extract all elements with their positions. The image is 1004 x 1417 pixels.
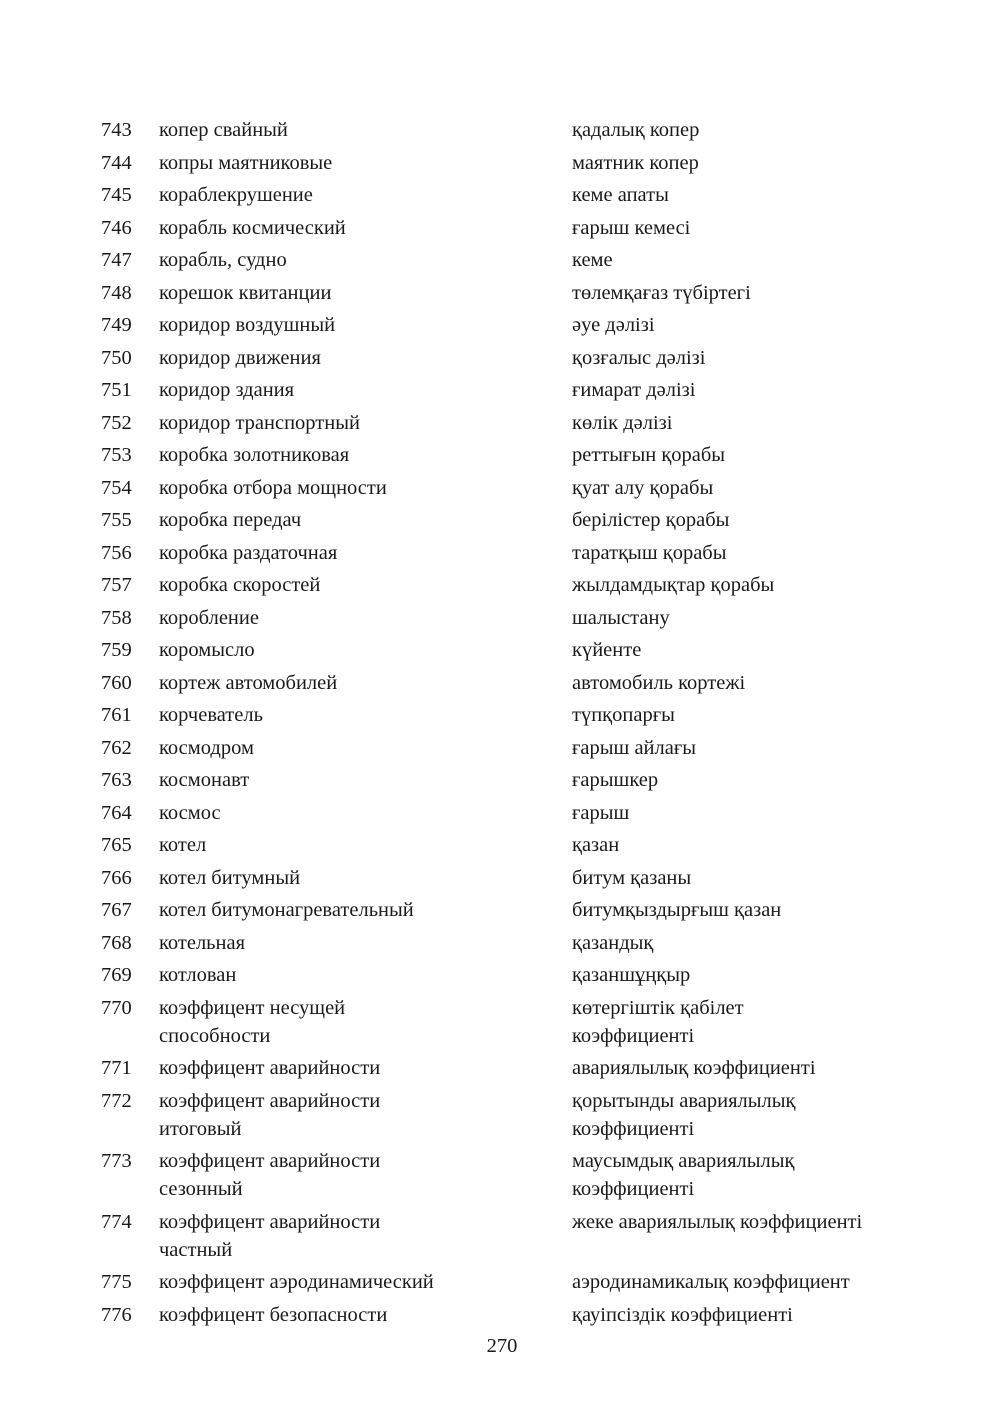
dictionary-entry bbox=[0, 929, 1004, 962]
kazakh-term: ғарыш кемесі bbox=[572, 216, 691, 239]
kazakh-term: күйенте bbox=[572, 639, 642, 661]
russian-term: кораблекрушение bbox=[159, 184, 313, 206]
dictionary-entry bbox=[0, 701, 1004, 734]
dictionary-entry bbox=[0, 1087, 1004, 1148]
russian-term: коробление bbox=[159, 606, 259, 629]
dictionary-entry bbox=[0, 214, 1004, 247]
entry-number: 765 bbox=[101, 834, 132, 856]
dictionary-entry bbox=[0, 376, 1004, 409]
russian-term: коэффицент аварийности сезонный bbox=[159, 1150, 381, 1200]
kazakh-term: автомобиль кортежі bbox=[572, 671, 746, 694]
entry-number: 763 bbox=[101, 769, 132, 791]
dictionary-entry bbox=[0, 441, 1004, 474]
dictionary-entry bbox=[0, 734, 1004, 767]
entry-number: 774 bbox=[101, 1210, 132, 1233]
dictionary-entry bbox=[0, 181, 1004, 214]
entry-number: 761 bbox=[101, 704, 132, 726]
russian-term: коэффицент аварийности bbox=[159, 1057, 381, 1079]
dictionary-entry bbox=[0, 1301, 1004, 1334]
entry-number: 751 bbox=[101, 379, 132, 401]
russian-term: котел битумный bbox=[159, 866, 301, 889]
russian-term: корабль космический bbox=[159, 216, 346, 239]
entry-number: 770 bbox=[101, 996, 132, 1019]
russian-term: котел bbox=[159, 834, 207, 856]
entry-number: 762 bbox=[101, 736, 132, 759]
entry-number: 750 bbox=[101, 346, 132, 369]
entry-number: 752 bbox=[101, 411, 132, 434]
kazakh-term: ғимарат дәлізі bbox=[572, 379, 696, 401]
dictionary-entry bbox=[0, 279, 1004, 312]
kazakh-term: кеме апаты bbox=[572, 184, 669, 206]
kazakh-term: битум қазаны bbox=[572, 866, 692, 889]
dictionary-entry bbox=[0, 506, 1004, 539]
russian-term: коробка отбора мощности bbox=[159, 476, 387, 499]
kazakh-term: ғарышкер bbox=[572, 769, 659, 791]
russian-term: котлован bbox=[159, 964, 237, 986]
kazakh-term: әуе дәлізі bbox=[572, 314, 655, 336]
russian-term: коробка раздаточная bbox=[159, 541, 338, 564]
russian-term: кортеж автомобилей bbox=[159, 671, 338, 694]
russian-term: коридор движения bbox=[159, 346, 321, 369]
entry-number: 745 bbox=[101, 184, 132, 206]
russian-term: котельная bbox=[159, 931, 246, 954]
kazakh-term: авариялылық коэффициенті bbox=[572, 1057, 816, 1079]
entry-number: 743 bbox=[101, 119, 132, 141]
kazakh-term: таратқыш қорабы bbox=[572, 541, 727, 564]
russian-term: космос bbox=[159, 801, 221, 824]
kazakh-term: қуат алу қорабы bbox=[572, 476, 714, 499]
russian-term: коридор здания bbox=[159, 379, 295, 401]
kazakh-term: жеке авариялылық коэффициенті bbox=[572, 1210, 863, 1233]
russian-term: котел битумонагревательный bbox=[159, 899, 414, 921]
dictionary-entry bbox=[0, 1208, 1004, 1269]
dictionary-entry bbox=[0, 1268, 1004, 1301]
kazakh-term: қауіпсіздік коэффициенті bbox=[572, 1303, 793, 1326]
russian-term: корчеватель bbox=[159, 704, 263, 726]
entry-number: 755 bbox=[101, 509, 132, 531]
dictionary-entry bbox=[0, 149, 1004, 182]
kazakh-term: төлемқағаз түбіртегі bbox=[572, 281, 751, 304]
russian-term: коэффицент аварийности итоговый bbox=[159, 1089, 381, 1140]
kazakh-term: шалыстану bbox=[572, 606, 670, 629]
russian-term: коэффицент аэродинамический bbox=[159, 1271, 434, 1293]
dictionary-entry bbox=[0, 409, 1004, 442]
entry-number: 758 bbox=[101, 606, 132, 629]
kazakh-term: битумқыздырғыш қазан bbox=[572, 899, 782, 921]
russian-term: космонавт bbox=[159, 769, 250, 791]
entry-number: 769 bbox=[101, 964, 132, 986]
entry-number: 776 bbox=[101, 1303, 132, 1326]
dictionary-entry bbox=[0, 1054, 1004, 1087]
dictionary-entry bbox=[0, 344, 1004, 377]
russian-term: коробка передач bbox=[159, 509, 302, 531]
dictionary-entry bbox=[0, 311, 1004, 344]
dictionary-entry bbox=[0, 1147, 1004, 1208]
kazakh-term: жылдамдықтар қорабы bbox=[572, 574, 775, 596]
dictionary-entry bbox=[0, 116, 1004, 149]
dictionary-entry bbox=[0, 766, 1004, 799]
dictionary-entry bbox=[0, 636, 1004, 669]
entry-number: 757 bbox=[101, 574, 132, 596]
russian-term: коридор воздушный bbox=[159, 314, 336, 336]
kazakh-term: қозғалыс дәлізі bbox=[572, 346, 706, 369]
entry-number: 771 bbox=[101, 1057, 132, 1079]
russian-term: коробка скоростей bbox=[159, 574, 321, 596]
entry-number: 764 bbox=[101, 801, 132, 824]
entry-number: 759 bbox=[101, 639, 132, 661]
kazakh-term: аэродинамикалық коэффициент bbox=[572, 1271, 850, 1293]
russian-term: космодром bbox=[159, 736, 254, 759]
dictionary-entry bbox=[0, 896, 1004, 929]
kazakh-term: көлік дәлізі bbox=[572, 411, 673, 434]
kazakh-term: реттығын қорабы bbox=[572, 444, 726, 466]
dictionary-entry bbox=[0, 831, 1004, 864]
kazakh-term: маусымдық авариялылық коэффициенті bbox=[572, 1150, 795, 1200]
dictionary-entry bbox=[0, 961, 1004, 994]
entry-number: 773 bbox=[101, 1150, 132, 1172]
entry-number: 775 bbox=[101, 1271, 132, 1293]
entry-number: 767 bbox=[101, 899, 132, 921]
kazakh-term: көтергіштік қабілет коэффициенті bbox=[572, 996, 744, 1047]
dictionary-entry bbox=[0, 669, 1004, 702]
dictionary-entry bbox=[0, 474, 1004, 507]
russian-term: копры маятниковые bbox=[159, 151, 333, 174]
entry-number: 772 bbox=[101, 1089, 132, 1112]
kazakh-term: қадалық копер bbox=[572, 119, 700, 141]
dictionary-entry bbox=[0, 539, 1004, 572]
kazakh-term: қазаншұңқыр bbox=[572, 964, 691, 986]
dictionary-entry bbox=[0, 799, 1004, 832]
entry-number: 744 bbox=[101, 151, 132, 174]
kazakh-term: ғарыш айлағы bbox=[572, 736, 697, 759]
russian-term: коэффицент аварийности частный bbox=[159, 1210, 381, 1261]
entry-number: 760 bbox=[101, 671, 132, 694]
entry-number: 747 bbox=[101, 249, 132, 271]
entry-number: 754 bbox=[101, 476, 132, 499]
russian-term: коробка золотниковая bbox=[159, 444, 350, 466]
entry-list bbox=[0, 116, 1004, 1333]
kazakh-term: қазан bbox=[572, 834, 620, 856]
kazakh-term: кеме bbox=[572, 249, 613, 271]
russian-term: корешок квитанции bbox=[159, 281, 332, 304]
dictionary-entry bbox=[0, 571, 1004, 604]
dictionary-entry bbox=[0, 246, 1004, 279]
dictionary-entry bbox=[0, 994, 1004, 1055]
dictionary-entry bbox=[0, 864, 1004, 897]
kazakh-term: қазандық bbox=[572, 931, 654, 954]
kazakh-term: түпқопарғы bbox=[572, 704, 675, 726]
russian-term: коридор транспортный bbox=[159, 411, 360, 434]
entry-number: 746 bbox=[101, 216, 132, 239]
kazakh-term: берілістер қорабы bbox=[572, 509, 730, 531]
entry-number: 753 bbox=[101, 444, 132, 466]
entry-number: 756 bbox=[101, 541, 132, 564]
kazakh-term: ғарыш bbox=[572, 801, 630, 824]
entry-number: 748 bbox=[101, 281, 132, 304]
russian-term: копер свайный bbox=[159, 119, 288, 141]
kazakh-term: қорытынды авариялылық коэффициенті bbox=[572, 1089, 796, 1140]
entry-number: 749 bbox=[101, 314, 132, 336]
kazakh-term: маятник копер bbox=[572, 151, 699, 174]
russian-term: коромысло bbox=[159, 639, 255, 661]
page-number: 270 bbox=[486, 1335, 518, 1357]
entry-number: 768 bbox=[101, 931, 132, 954]
dictionary-entry bbox=[0, 604, 1004, 637]
russian-term: коэффицент несущей способности bbox=[159, 996, 346, 1047]
russian-term: корабль, судно bbox=[159, 249, 287, 271]
entry-number: 766 bbox=[101, 866, 132, 889]
russian-term: коэффицент безопасности bbox=[159, 1303, 388, 1326]
